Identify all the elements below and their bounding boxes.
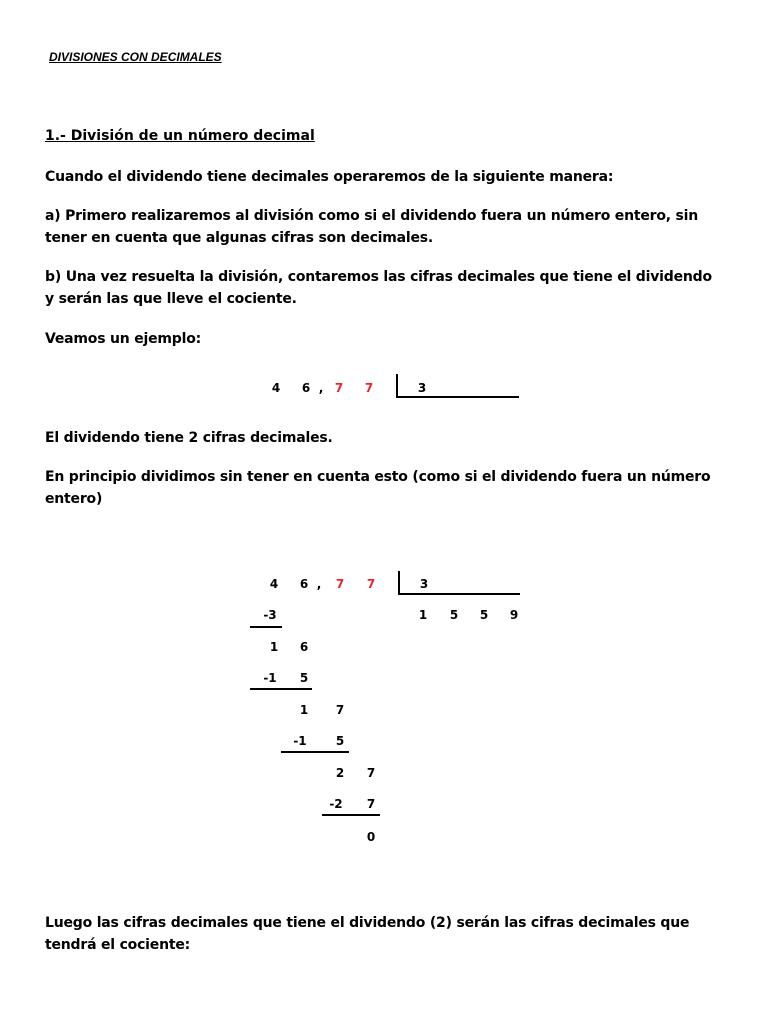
divisor: 3	[417, 381, 427, 395]
subtraction-line	[322, 814, 380, 816]
paragraph-step-a: a) Primero realizaremos al división como si el dividendo fuera un número entero, sin tener en cuenta que algunas cifras son decimales.	[45, 208, 699, 246]
quotient-digit: 5	[479, 608, 489, 622]
subtraction-line	[281, 751, 349, 753]
paragraph-decimal-count: El dividendo tiene 2 cifras decimales.	[45, 430, 333, 446]
remainder-digit: 1	[299, 703, 309, 717]
paragraph-example-intro: Veamos un ejemplo:	[45, 331, 202, 347]
subtrahend: -1	[293, 734, 307, 748]
decimal-comma: ,	[316, 577, 322, 591]
subtraction-line	[250, 688, 312, 690]
paragraph-intro: Cuando el dividendo tiene decimales operaremos de la siguiente manera:	[45, 169, 614, 185]
dividend-decimal-digit: 7	[334, 381, 344, 395]
dividend-digit: 6	[299, 577, 309, 591]
dividend-decimal-digit: 7	[364, 381, 374, 395]
subtrahend: 5	[299, 671, 309, 685]
remainder-digit: 6	[299, 640, 309, 654]
remainder-digit: 7	[335, 703, 345, 717]
decimal-comma: ,	[318, 381, 324, 395]
division-bracket-horizontal	[398, 593, 520, 595]
quotient-digit: 5	[449, 608, 459, 622]
dividend-digit: 4	[271, 381, 281, 395]
document-title: DIVISIONES CON DECIMALES	[49, 50, 222, 64]
dividend-decimal-digit: 7	[366, 577, 376, 591]
subtrahend: -2	[329, 797, 343, 811]
remainder-digit: 2	[335, 766, 345, 780]
section-heading: 1.- División de un número decimal	[45, 128, 315, 144]
paragraph-divide-as-integer: En principio dividimos sin tener en cuenta esto (como si el dividendo fuera un número entero)	[45, 469, 711, 507]
division-bracket-vertical	[398, 571, 400, 595]
quotient-digit: 9	[509, 608, 519, 622]
paragraph-step-b: b) Una vez resuelta la división, contaremos las cifras decimales que tiene el dividendo y serán las que lleve el cociente.	[45, 269, 712, 307]
dividend-digit: 4	[269, 577, 279, 591]
remainder-digit: 7	[366, 766, 376, 780]
remainder-digit: 1	[269, 640, 279, 654]
subtraction-line	[250, 626, 282, 628]
subtrahend: 7	[366, 797, 376, 811]
dividend-decimal-digit: 7	[335, 577, 345, 591]
subtrahend: 5	[335, 734, 345, 748]
subtrahend: -3	[263, 608, 277, 622]
dividend-digit: 6	[301, 381, 311, 395]
quotient-digit: 1	[418, 608, 428, 622]
divisor: 3	[419, 577, 429, 591]
paragraph-conclusion: Luego las cifras decimales que tiene el dividendo (2) serán las cifras decimales que tendrá el cociente:	[45, 915, 690, 953]
subtrahend: -1	[263, 671, 277, 685]
final-remainder: 0	[366, 830, 376, 844]
